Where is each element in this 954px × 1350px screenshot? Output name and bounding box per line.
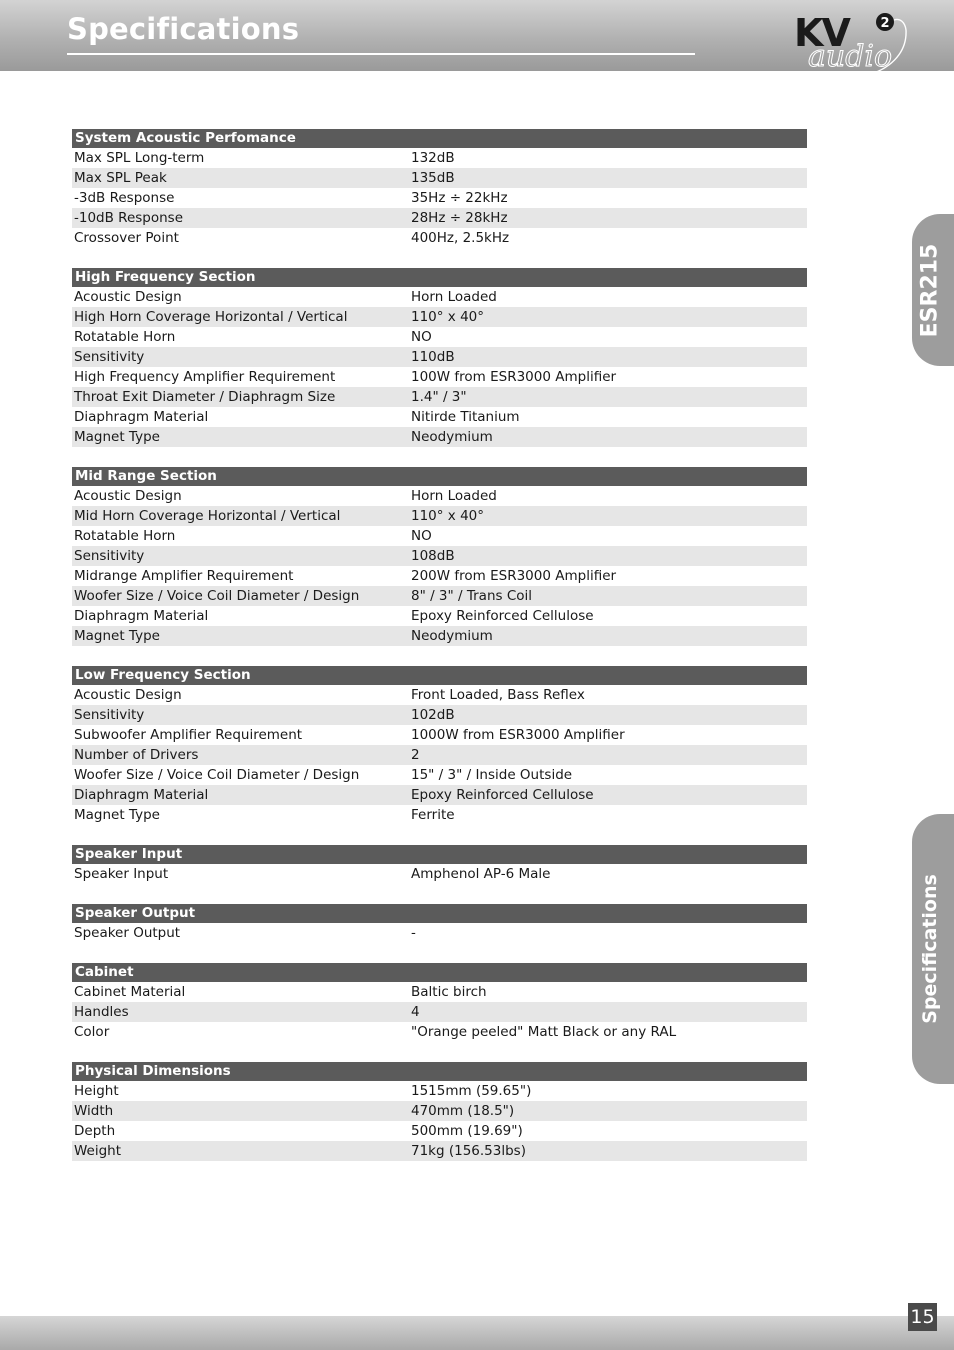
spec-label: Mid Horn Coverage Horizontal / Vertical <box>74 508 341 524</box>
section-heading: Low Frequency Section <box>72 666 807 685</box>
spec-value: Horn Loaded <box>411 289 497 305</box>
page-header <box>0 0 954 74</box>
spec-value: 110dB <box>411 349 455 365</box>
spec-value: 8" / 3" / Trans Coil <box>411 588 533 604</box>
section-heading: System Acoustic Perfomance <box>72 129 807 148</box>
spec-label: Color <box>74 1024 110 1040</box>
spec-label: Speaker Output <box>74 925 181 941</box>
spec-row <box>72 1101 807 1121</box>
spec-value: Ferrite <box>411 807 455 823</box>
section-heading: Mid Range Section <box>72 467 807 486</box>
spec-value: 1000W from ESR3000 Amplifier <box>411 727 625 743</box>
spec-label: Magnet Type <box>74 628 160 644</box>
spec-row <box>72 506 807 526</box>
side-tab-section-label: Specifications <box>919 874 942 1024</box>
section-heading: Speaker Input <box>72 845 807 864</box>
spec-row <box>72 606 807 626</box>
spec-row <box>72 307 807 327</box>
spec-label: Subwoofer Amplifier Requirement <box>74 727 303 743</box>
spec-value: 4 <box>411 1004 420 1020</box>
spec-value: 400Hz, 2.5kHz <box>411 230 510 246</box>
spec-row <box>72 1022 807 1042</box>
side-tab-section <box>912 814 954 1084</box>
spec-row <box>72 805 807 825</box>
spec-value: 470mm (18.5") <box>411 1103 515 1119</box>
spec-row <box>72 367 807 387</box>
page-title: Specifications <box>67 12 300 46</box>
spec-label: Acoustic Design <box>74 488 182 504</box>
spec-row <box>72 1121 807 1141</box>
spec-value: 110° x 40° <box>411 309 485 325</box>
section-heading: Physical Dimensions <box>72 1062 807 1081</box>
spec-value: Front Loaded, Bass Reflex <box>411 687 585 703</box>
spec-row <box>72 982 807 1002</box>
logo-script: audio <box>808 39 893 74</box>
spec-section <box>72 129 807 248</box>
specifications-table <box>72 129 807 1181</box>
spec-row <box>72 546 807 566</box>
spec-row <box>72 208 807 228</box>
spec-label: Magnet Type <box>74 429 160 445</box>
spec-value: 35Hz ÷ 22kHz <box>411 190 508 206</box>
spec-label: Number of Drivers <box>74 747 199 763</box>
spec-value: 500mm (19.69") <box>411 1123 523 1139</box>
spec-value: Neodymium <box>411 429 493 445</box>
spec-value: 100W from ESR3000 Amplifier <box>411 369 617 385</box>
spec-label: Magnet Type <box>74 807 160 823</box>
spec-value: 200W from ESR3000 Amplifier <box>411 568 617 584</box>
spec-row <box>72 566 807 586</box>
spec-section <box>72 845 807 884</box>
spec-label: Weight <box>74 1143 122 1159</box>
spec-label: Rotatable Horn <box>74 528 176 544</box>
spec-row <box>72 725 807 745</box>
spec-value: 1515mm (59.65") <box>411 1083 532 1099</box>
spec-label: Sensitivity <box>74 707 145 723</box>
spec-label: Midrange Amplifier Requirement <box>74 568 294 584</box>
spec-value: "Orange peeled" Matt Black or any RAL <box>411 1024 677 1040</box>
spec-value: 2 <box>411 747 420 763</box>
spec-row <box>72 586 807 606</box>
spec-value: 108dB <box>411 548 455 564</box>
spec-label: Handles <box>74 1004 129 1020</box>
spec-value: Amphenol AP-6 Male <box>411 866 551 882</box>
spec-label: Throat Exit Diameter / Diaphragm Size <box>74 389 336 405</box>
spec-row <box>72 626 807 646</box>
spec-row <box>72 327 807 347</box>
spec-row <box>72 705 807 725</box>
spec-section <box>72 268 807 447</box>
spec-row <box>72 148 807 168</box>
spec-label: Acoustic Design <box>74 687 182 703</box>
spec-value: - <box>411 925 416 941</box>
spec-row <box>72 188 807 208</box>
spec-row <box>72 486 807 506</box>
spec-label: High Horn Coverage Horizontal / Vertical <box>74 309 348 325</box>
spec-row <box>72 1081 807 1101</box>
spec-value: 71kg (156.53lbs) <box>411 1143 526 1159</box>
spec-label: Speaker Input <box>74 866 169 882</box>
spec-label: High Frequency Amplifier Requirement <box>74 369 336 385</box>
spec-row <box>72 427 807 447</box>
spec-value: 28Hz ÷ 28kHz <box>411 210 508 226</box>
spec-row <box>72 1002 807 1022</box>
spec-label: Acoustic Design <box>74 289 182 305</box>
spec-value: Neodymium <box>411 628 493 644</box>
spec-label: Cabinet Material <box>74 984 186 1000</box>
spec-row <box>72 347 807 367</box>
spec-row <box>72 745 807 765</box>
spec-label: Sensitivity <box>74 349 145 365</box>
spec-label: Max SPL Long-term <box>74 150 205 166</box>
spec-label: Depth <box>74 1123 116 1139</box>
spec-value: 110° x 40° <box>411 508 485 524</box>
spec-label: Diaphragm Material <box>74 608 209 624</box>
kv-audio-logo <box>790 8 914 84</box>
spec-value: 1.4" / 3" <box>411 389 467 405</box>
spec-section <box>72 467 807 646</box>
spec-value: 15" / 3" / Inside Outside <box>411 767 573 783</box>
spec-value: Baltic birch <box>411 984 487 1000</box>
spec-label: -10dB Response <box>74 210 184 226</box>
logo-brand: KV <box>794 11 849 55</box>
spec-row <box>72 923 807 943</box>
spec-value: NO <box>411 528 432 544</box>
spec-row <box>72 387 807 407</box>
spec-value: Horn Loaded <box>411 488 497 504</box>
spec-row <box>72 685 807 705</box>
spec-label: Diaphragm Material <box>74 409 209 425</box>
spec-label: Max SPL Peak <box>74 170 167 186</box>
spec-value: Epoxy Reinforced Cellulose <box>411 787 594 803</box>
section-heading: High Frequency Section <box>72 268 807 287</box>
side-tab-model <box>912 214 954 366</box>
spec-row <box>72 864 807 884</box>
spec-label: Sensitivity <box>74 548 145 564</box>
side-tab-model-label: ESR215 <box>917 243 943 337</box>
spec-label: -3dB Response <box>74 190 175 206</box>
spec-row <box>72 228 807 248</box>
spec-value: NO <box>411 329 432 345</box>
page-footer <box>0 1316 954 1350</box>
spec-row <box>72 765 807 785</box>
spec-value: Nitirde Titanium <box>411 409 520 425</box>
logo-superscript: 2 <box>880 16 890 31</box>
spec-row <box>72 1141 807 1161</box>
spec-value: 135dB <box>411 170 455 186</box>
spec-section <box>72 963 807 1042</box>
spec-label: Crossover Point <box>74 230 179 246</box>
spec-section <box>72 666 807 825</box>
page-number: 15 <box>908 1303 937 1331</box>
section-heading: Speaker Output <box>72 904 807 923</box>
spec-value: 102dB <box>411 707 455 723</box>
spec-section <box>72 1062 807 1161</box>
spec-row <box>72 287 807 307</box>
spec-row <box>72 407 807 427</box>
spec-value: Epoxy Reinforced Cellulose <box>411 608 594 624</box>
section-heading: Cabinet <box>72 963 807 982</box>
spec-section <box>72 904 807 943</box>
spec-label: Diaphragm Material <box>74 787 209 803</box>
spec-value: 132dB <box>411 150 455 166</box>
title-underline <box>67 53 695 55</box>
spec-label: Height <box>74 1083 119 1099</box>
spec-label: Width <box>74 1103 114 1119</box>
spec-label: Rotatable Horn <box>74 329 176 345</box>
spec-row <box>72 526 807 546</box>
spec-row <box>72 168 807 188</box>
spec-row <box>72 785 807 805</box>
spec-label: Woofer Size / Voice Coil Diameter / Design <box>74 588 360 604</box>
spec-label: Woofer Size / Voice Coil Diameter / Design <box>74 767 360 783</box>
